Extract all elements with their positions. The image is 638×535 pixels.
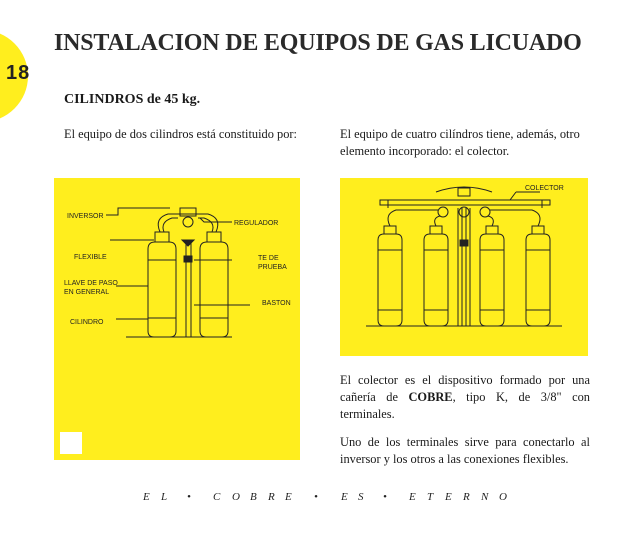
cylinder-left [148, 242, 176, 337]
page-title: INSTALACION DE EQUIPOS DE GAS LICUADO [54, 30, 582, 56]
two-cylinder-intro: El equipo de dos cilindros está constituido por: [64, 127, 297, 141]
footer-char: C [213, 491, 221, 503]
cylinder-right [200, 242, 228, 337]
label-baston: BASTON [262, 300, 291, 307]
cylinder-2 [424, 234, 448, 326]
regulator-body [180, 208, 196, 216]
colector-bar [380, 200, 550, 205]
footer-char: O [232, 491, 240, 503]
page-number: 18 [6, 62, 31, 84]
terminals-description: Uno de los terminales sirve para conectarlo al inversor y los otros a las conexiones flexibles. [340, 435, 590, 466]
leader-inversor [106, 208, 170, 215]
footer-slogan [0, 491, 638, 511]
te-de-prueba [184, 256, 192, 262]
four-cylinder-intro: El equipo de cuatro cilíndros tiene, además, otro elemento incorporado: el colector. [340, 127, 580, 158]
label-llave-1: LLAVE DE PASO [64, 280, 118, 287]
footer-char: N [481, 491, 489, 503]
footer-char: R [268, 491, 275, 503]
inversor-dial-right [459, 207, 469, 217]
footer-char: • [187, 491, 191, 503]
cylinder-4 [526, 234, 550, 326]
flexible-left [158, 214, 176, 232]
footer-char: • [314, 491, 318, 503]
colector-text-a: El colector es el dispositivo formado por una cañería de [340, 373, 590, 404]
cobre-bold: COBRE [408, 390, 453, 404]
footer-char: R [463, 491, 470, 503]
footer-char: L [161, 491, 168, 503]
cylinder-1 [378, 234, 402, 326]
label-regulador: REGULADOR [234, 220, 279, 227]
label-colector: COLECTOR [525, 185, 564, 192]
flexible-right [200, 214, 218, 232]
footer-char: • [383, 491, 387, 503]
label-te-2: PRUEBA [258, 264, 287, 271]
footer-char: O [499, 491, 507, 503]
colector-text-b: , tipo K, de 3/8" con terminales. [340, 390, 590, 421]
footer-char: S [358, 491, 364, 503]
label-llave-2: EN GENERAL [64, 289, 110, 296]
footer-char: E [143, 491, 150, 503]
footer-char: E [409, 491, 416, 503]
two-cylinder-diagram [54, 178, 300, 460]
label-flexible: FLEXIBLE [74, 254, 107, 261]
footer-char: E [285, 491, 292, 503]
four-cylinder-illustration [340, 178, 588, 356]
section-subtitle: CILINDROS de 45 kg. [64, 92, 201, 107]
cylinder-3 [480, 234, 504, 326]
footer-char: B [250, 491, 257, 503]
colector-description [340, 372, 590, 423]
footer-char: T [427, 491, 434, 503]
footer-char: E [341, 491, 348, 503]
four-cylinder-diagram [340, 178, 588, 356]
label-te-1: TE DE [258, 255, 279, 262]
two-cylinder-illustration [54, 178, 300, 460]
inversor-dial [183, 217, 193, 227]
corner-marker [60, 432, 82, 454]
label-inversor: INVERSOR [67, 213, 104, 220]
footer-char: E [445, 491, 452, 503]
label-cilindro: CILINDRO [70, 319, 104, 326]
